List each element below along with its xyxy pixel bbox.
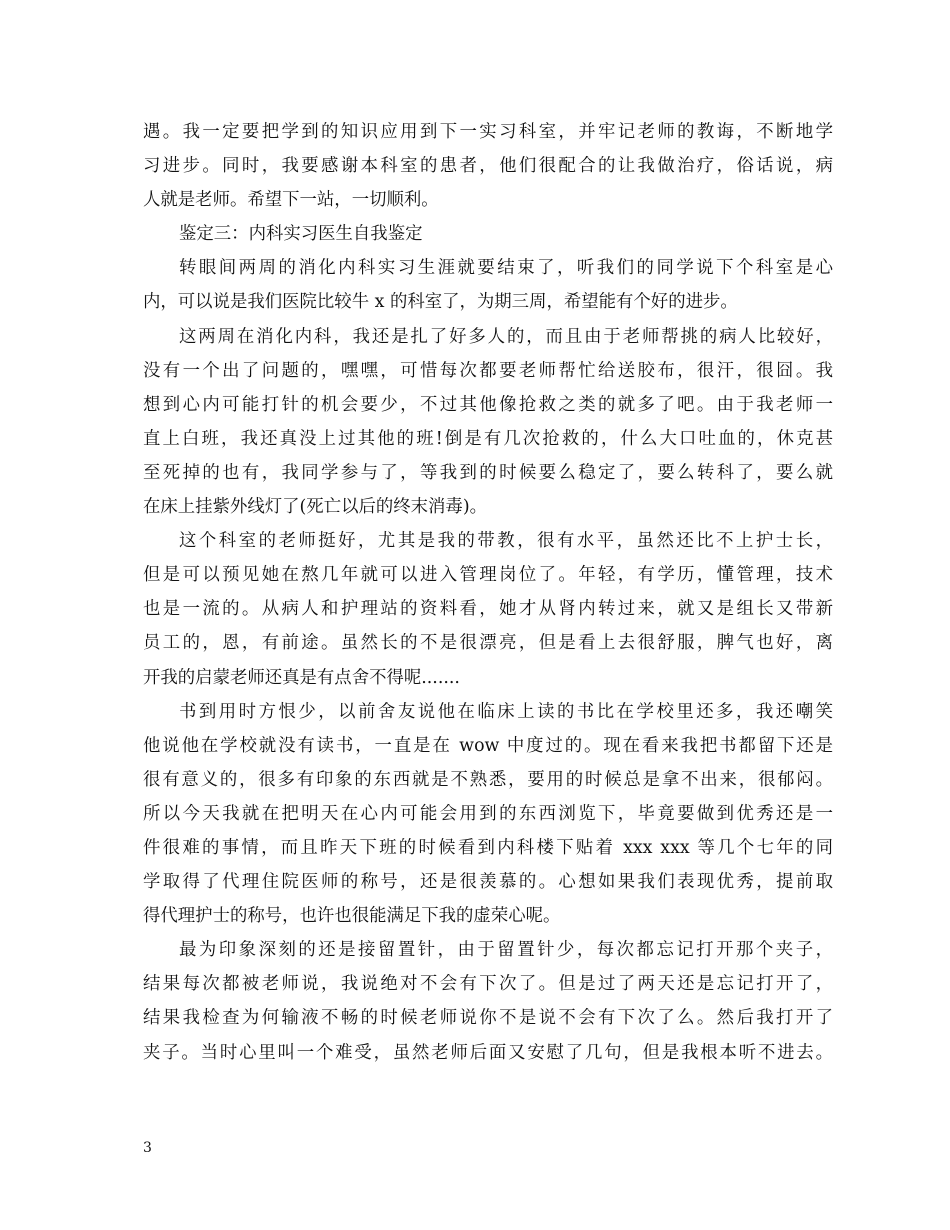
text-line: 结果我检查为何输液不畅的时候老师说你不是说不会有下次了么。然后我打开了 [143, 1008, 833, 1029]
text-line: 习进步。同时，我要感谢本科室的患者，他们很配合的让我做治疗，俗话说，病 [143, 156, 833, 177]
text-line: 员工的，恩，有前途。虽然长的不是很漂亮，但是看上去很舒服，脾气也好，离 [143, 633, 833, 654]
text-line: 人就是老师。希望下一站，一切顺利。 [143, 190, 439, 211]
text-line: 很有意义的，很多有印象的东西就是不熟悉，要用的时候总是拿不出来，很郁闷。 [143, 769, 833, 790]
text-line: 没有一个出了问题的，嘿嘿，可惜每次都要老师帮忙给送胶布，很汗，很囧。我 [143, 360, 833, 381]
text-line: 夹子。当时心里叫一个难受，虽然老师后面又安慰了几句，但是我根本听不进去。 [143, 1042, 833, 1063]
text-line: 学取得了代理住院医师的称号，还是很羡慕的。心想如果我们表现优秀，提前取 [143, 872, 833, 893]
text-line: 最为印象深刻的还是接留置针，由于留置针少，每次都忘记打开那个夹子， [179, 940, 833, 961]
text-line: 他说他在学校就没有读书，一直是在 wow 中度过的。现在看来我把书都留下还是 [143, 735, 833, 756]
text-line: 想到心内可能打针的机会要少，不过其他像抢救之类的就多了吧。由于我老师一 [143, 394, 833, 415]
page-number: 3 [143, 1140, 152, 1156]
text-line: 内，可以说是我们医院比较牛 x 的科室了，为期三周，希望能有个好的进步。 [143, 292, 738, 313]
text-line: 至死掉的也有，我同学参与了，等我到的时候要么稳定了，要么转科了，要么就 [143, 462, 833, 483]
text-line: 这两周在消化内科，我还是扎了好多人的，而且由于老师帮挑的病人比较好， [179, 326, 833, 347]
text-line: 结果每次都被老师说，我说绝对不会有下次了。但是过了两天还是忘记打开了， [143, 974, 833, 995]
text-line: 转眼间两周的消化内科实习生涯就要结束了，听我们的同学说下个科室是心 [179, 258, 833, 279]
text-line: 得代理护士的称号，也许也很能满足下我的虚荣心呢。 [143, 906, 561, 927]
text-line: 在床上挂紫外线灯了(死亡以后的终末消毒)。 [143, 497, 487, 518]
text-line: 所以今天我就在把明天在心内可能会用到的东西浏览下，毕竟要做到优秀还是一 [143, 803, 833, 824]
text-line: 遇。我一定要把学到的知识应用到下一实习科室，并牢记老师的教诲，不断地学 [143, 122, 833, 142]
text-line: 件很难的事情，而且昨天下班的时候看到内科楼下贴着 xxx xxx 等几个七年的同 [143, 837, 833, 858]
text-line: 但是可以预见她在熬几年就可以进入管理岗位了。年轻，有学历，懂管理，技术 [143, 565, 833, 586]
text-line: 开我的启蒙老师还真是有点舍不得呢....... [143, 667, 460, 688]
document-body [143, 115, 833, 1070]
text-line: 也是一流的。从病人和护理站的资料看，她才从肾内转过来，就又是组长又带新 [143, 599, 833, 620]
text-line: 书到用时方恨少，以前舍友说他在临床上读的书比在学校里还多，我还嘲笑 [179, 701, 833, 722]
text-line: 这个科室的老师挺好，尤其是我的带教，很有水平，虽然还比不上护士长， [179, 531, 833, 552]
text-line: 直上白班，我还真没上过其他的班!倒是有几次抢救的，什么大口吐血的，休克甚 [143, 428, 833, 449]
text-line: 鉴定三：内科实习医生自我鉴定 [179, 224, 423, 245]
